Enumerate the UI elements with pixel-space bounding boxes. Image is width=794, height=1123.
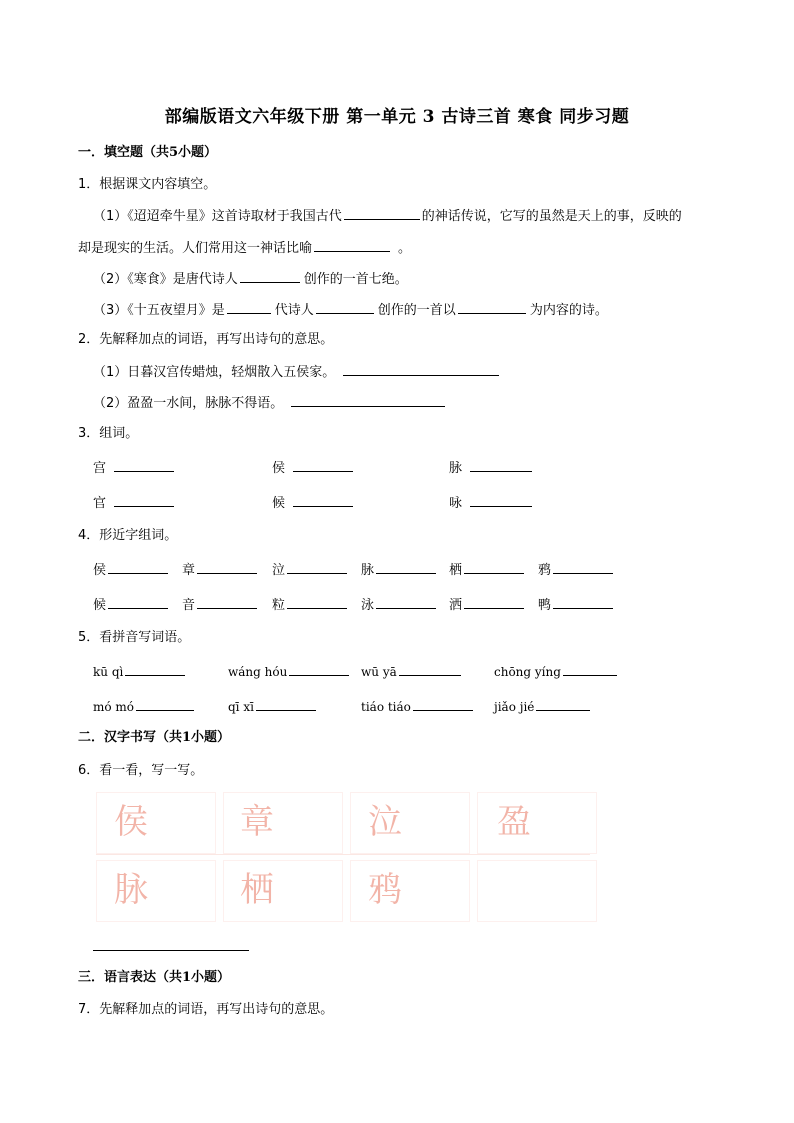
q4-item (361, 560, 438, 580)
trace-character: 鸦 (368, 870, 402, 910)
pinyin-prompt: wū yā (361, 665, 397, 679)
q4-item (361, 595, 438, 615)
answer-blank[interactable] (376, 560, 436, 574)
q4-item (182, 560, 259, 580)
q5-item (93, 697, 196, 717)
answer-blank[interactable] (316, 300, 374, 314)
answer-blank[interactable] (343, 362, 499, 376)
answer-blank[interactable] (470, 458, 532, 472)
answer-blank[interactable] (136, 697, 194, 711)
answer-blank[interactable] (458, 300, 526, 314)
q1-c-2: 代诗人 (274, 303, 314, 318)
pinyin-prompt: kū qì (93, 665, 124, 679)
q4-char: 鸦 (538, 563, 552, 578)
q3-item (449, 493, 534, 513)
question-2-part-1 (93, 362, 501, 382)
answer-blank[interactable] (289, 662, 349, 676)
q4-char: 泳 (361, 598, 375, 613)
section-heading-fill-blank: 一．填空题（共5小题） (78, 145, 218, 160)
answer-blank[interactable] (293, 493, 353, 507)
answer-blank[interactable] (108, 560, 168, 574)
q3-char: 官 (93, 496, 107, 511)
q3-item (449, 458, 534, 478)
q3-item (272, 458, 355, 478)
answer-blank[interactable] (197, 595, 257, 609)
q1-c-1: （3）《十五夜望月》是 (93, 303, 225, 318)
q3-char: 脉 (449, 461, 463, 476)
section-heading-character-writing: 二．汉字书写（共1小题） (78, 730, 231, 745)
pinyin-prompt: wáng hóu (228, 665, 288, 679)
answer-blank[interactable] (563, 662, 617, 676)
pinyin-prompt: chōng yíng (494, 665, 561, 679)
question-6-stem: 6．看一看，写一写。 (78, 763, 204, 778)
answer-blank[interactable] (240, 269, 300, 283)
q4-item (538, 595, 615, 615)
answer-blank[interactable] (108, 595, 168, 609)
q2-a-text: （1）日暮汉宫传蜡烛，轻烟散入五侯家。 (93, 365, 336, 380)
q1-c-3: 创作的一首以 (377, 303, 456, 318)
question-1-part-3 (93, 300, 608, 320)
question-2-part-2 (93, 393, 447, 413)
q2-b-text: （2）盈盈一水间，脉脉不得语。 (93, 396, 284, 411)
answer-blank[interactable] (470, 493, 532, 507)
answer-blank[interactable] (344, 206, 420, 220)
answer-blank[interactable] (114, 493, 174, 507)
trace-character: 栖 (240, 870, 274, 910)
page-title: 部编版语文六年级下册 第一单元 3 古诗三首 寒食 同步习题 (164, 107, 630, 127)
question-7-stem: 7．先解释加点的词语，再写出诗句的意思。 (78, 1002, 334, 1017)
q4-item (272, 595, 349, 615)
pinyin-prompt: tiáo tiáo (361, 700, 411, 714)
answer-blank[interactable] (287, 595, 347, 609)
question-4-stem: 4．形近字组词。 (78, 528, 178, 543)
question-1-part-2 (93, 269, 408, 289)
q5-item (361, 662, 463, 682)
q3-item (93, 493, 176, 513)
answer-blank[interactable] (553, 595, 613, 609)
q4-char: 章 (182, 563, 196, 578)
q4-item (182, 595, 259, 615)
pinyin-prompt: qī xī (228, 700, 254, 714)
q4-char: 侯 (93, 563, 107, 578)
answer-blank[interactable] (197, 560, 257, 574)
q4-item (449, 560, 526, 580)
pinyin-prompt: jiǎo jié (494, 700, 535, 714)
question-5-stem: 5．看拼音写词语。 (78, 630, 191, 645)
q4-char: 洒 (449, 598, 463, 613)
q1-a1-prefix: （1）《迢迢牵牛星》这首诗取材于我国古代 (93, 209, 342, 224)
q1-a2-suffix: 。 (398, 241, 412, 256)
question-3-stem: 3．组词。 (78, 426, 139, 441)
q4-char: 音 (182, 598, 196, 613)
answer-blank[interactable] (399, 662, 461, 676)
q4-char: 栖 (449, 563, 463, 578)
answer-blank[interactable] (464, 595, 524, 609)
q4-char: 候 (93, 598, 107, 613)
q3-char: 咏 (449, 496, 463, 511)
q4-item (272, 560, 349, 580)
q5-item (494, 662, 619, 682)
q3-item (272, 493, 355, 513)
q5-item (494, 697, 592, 717)
section-heading-language-expression: 三．语言表达（共1小题） (78, 970, 231, 985)
q1-b-prefix: （2）《寒食》是唐代诗人 (93, 272, 238, 287)
answer-blank[interactable] (536, 697, 590, 711)
trace-character: 脉 (114, 870, 148, 910)
pinyin-prompt: mó mó (93, 700, 135, 714)
q4-char: 鸭 (538, 598, 552, 613)
q3-char: 候 (272, 496, 286, 511)
q5-item (93, 662, 187, 682)
answer-blank[interactable] (464, 560, 524, 574)
answer-blank[interactable] (287, 560, 347, 574)
answer-blank[interactable] (125, 662, 185, 676)
answer-blank[interactable] (291, 393, 445, 407)
q4-char: 脉 (361, 563, 375, 578)
trace-character: 泣 (368, 802, 402, 842)
q4-char: 粒 (272, 598, 286, 613)
q3-item (93, 458, 176, 478)
q4-item (538, 560, 615, 580)
q1-c-4: 为内容的诗。 (529, 303, 608, 318)
answer-blank[interactable] (293, 458, 353, 472)
q5-item (228, 662, 351, 682)
q3-char: 侯 (272, 461, 286, 476)
q5-item (361, 697, 475, 717)
answer-blank[interactable] (413, 697, 473, 711)
q1-a2-prefix: 却是现实的生活。人们常用这一神话比喻 (78, 241, 313, 256)
q3-char: 宫 (93, 461, 107, 476)
q1-b-suffix: 创作的一首七绝。 (303, 272, 408, 287)
question-1-part-1 (93, 206, 682, 226)
answer-blank[interactable] (314, 238, 390, 252)
q4-item (449, 595, 526, 615)
q1-a1-suffix: 的神话传说，它写的虽然是天上的事，反映的 (421, 209, 682, 224)
q4-char: 泣 (272, 563, 286, 578)
question-2-stem: 2．先解释加点的词语，再写出诗句的意思。 (78, 332, 334, 347)
question-1-stem: 1．根据课文内容填空。 (78, 177, 217, 192)
divider-line (93, 950, 249, 951)
trace-character: 章 (240, 802, 274, 842)
q4-item (93, 560, 170, 580)
answer-blank[interactable] (227, 300, 271, 314)
trace-character: 盈 (497, 802, 531, 842)
answer-blank[interactable] (553, 560, 613, 574)
answer-blank[interactable] (114, 458, 174, 472)
q4-item (93, 595, 170, 615)
answer-blank[interactable] (376, 595, 436, 609)
q5-item (228, 697, 318, 717)
trace-character: 侯 (114, 802, 148, 842)
trace-character (479, 861, 549, 919)
question-1-part-1-cont (78, 238, 411, 258)
answer-blank[interactable] (256, 697, 316, 711)
